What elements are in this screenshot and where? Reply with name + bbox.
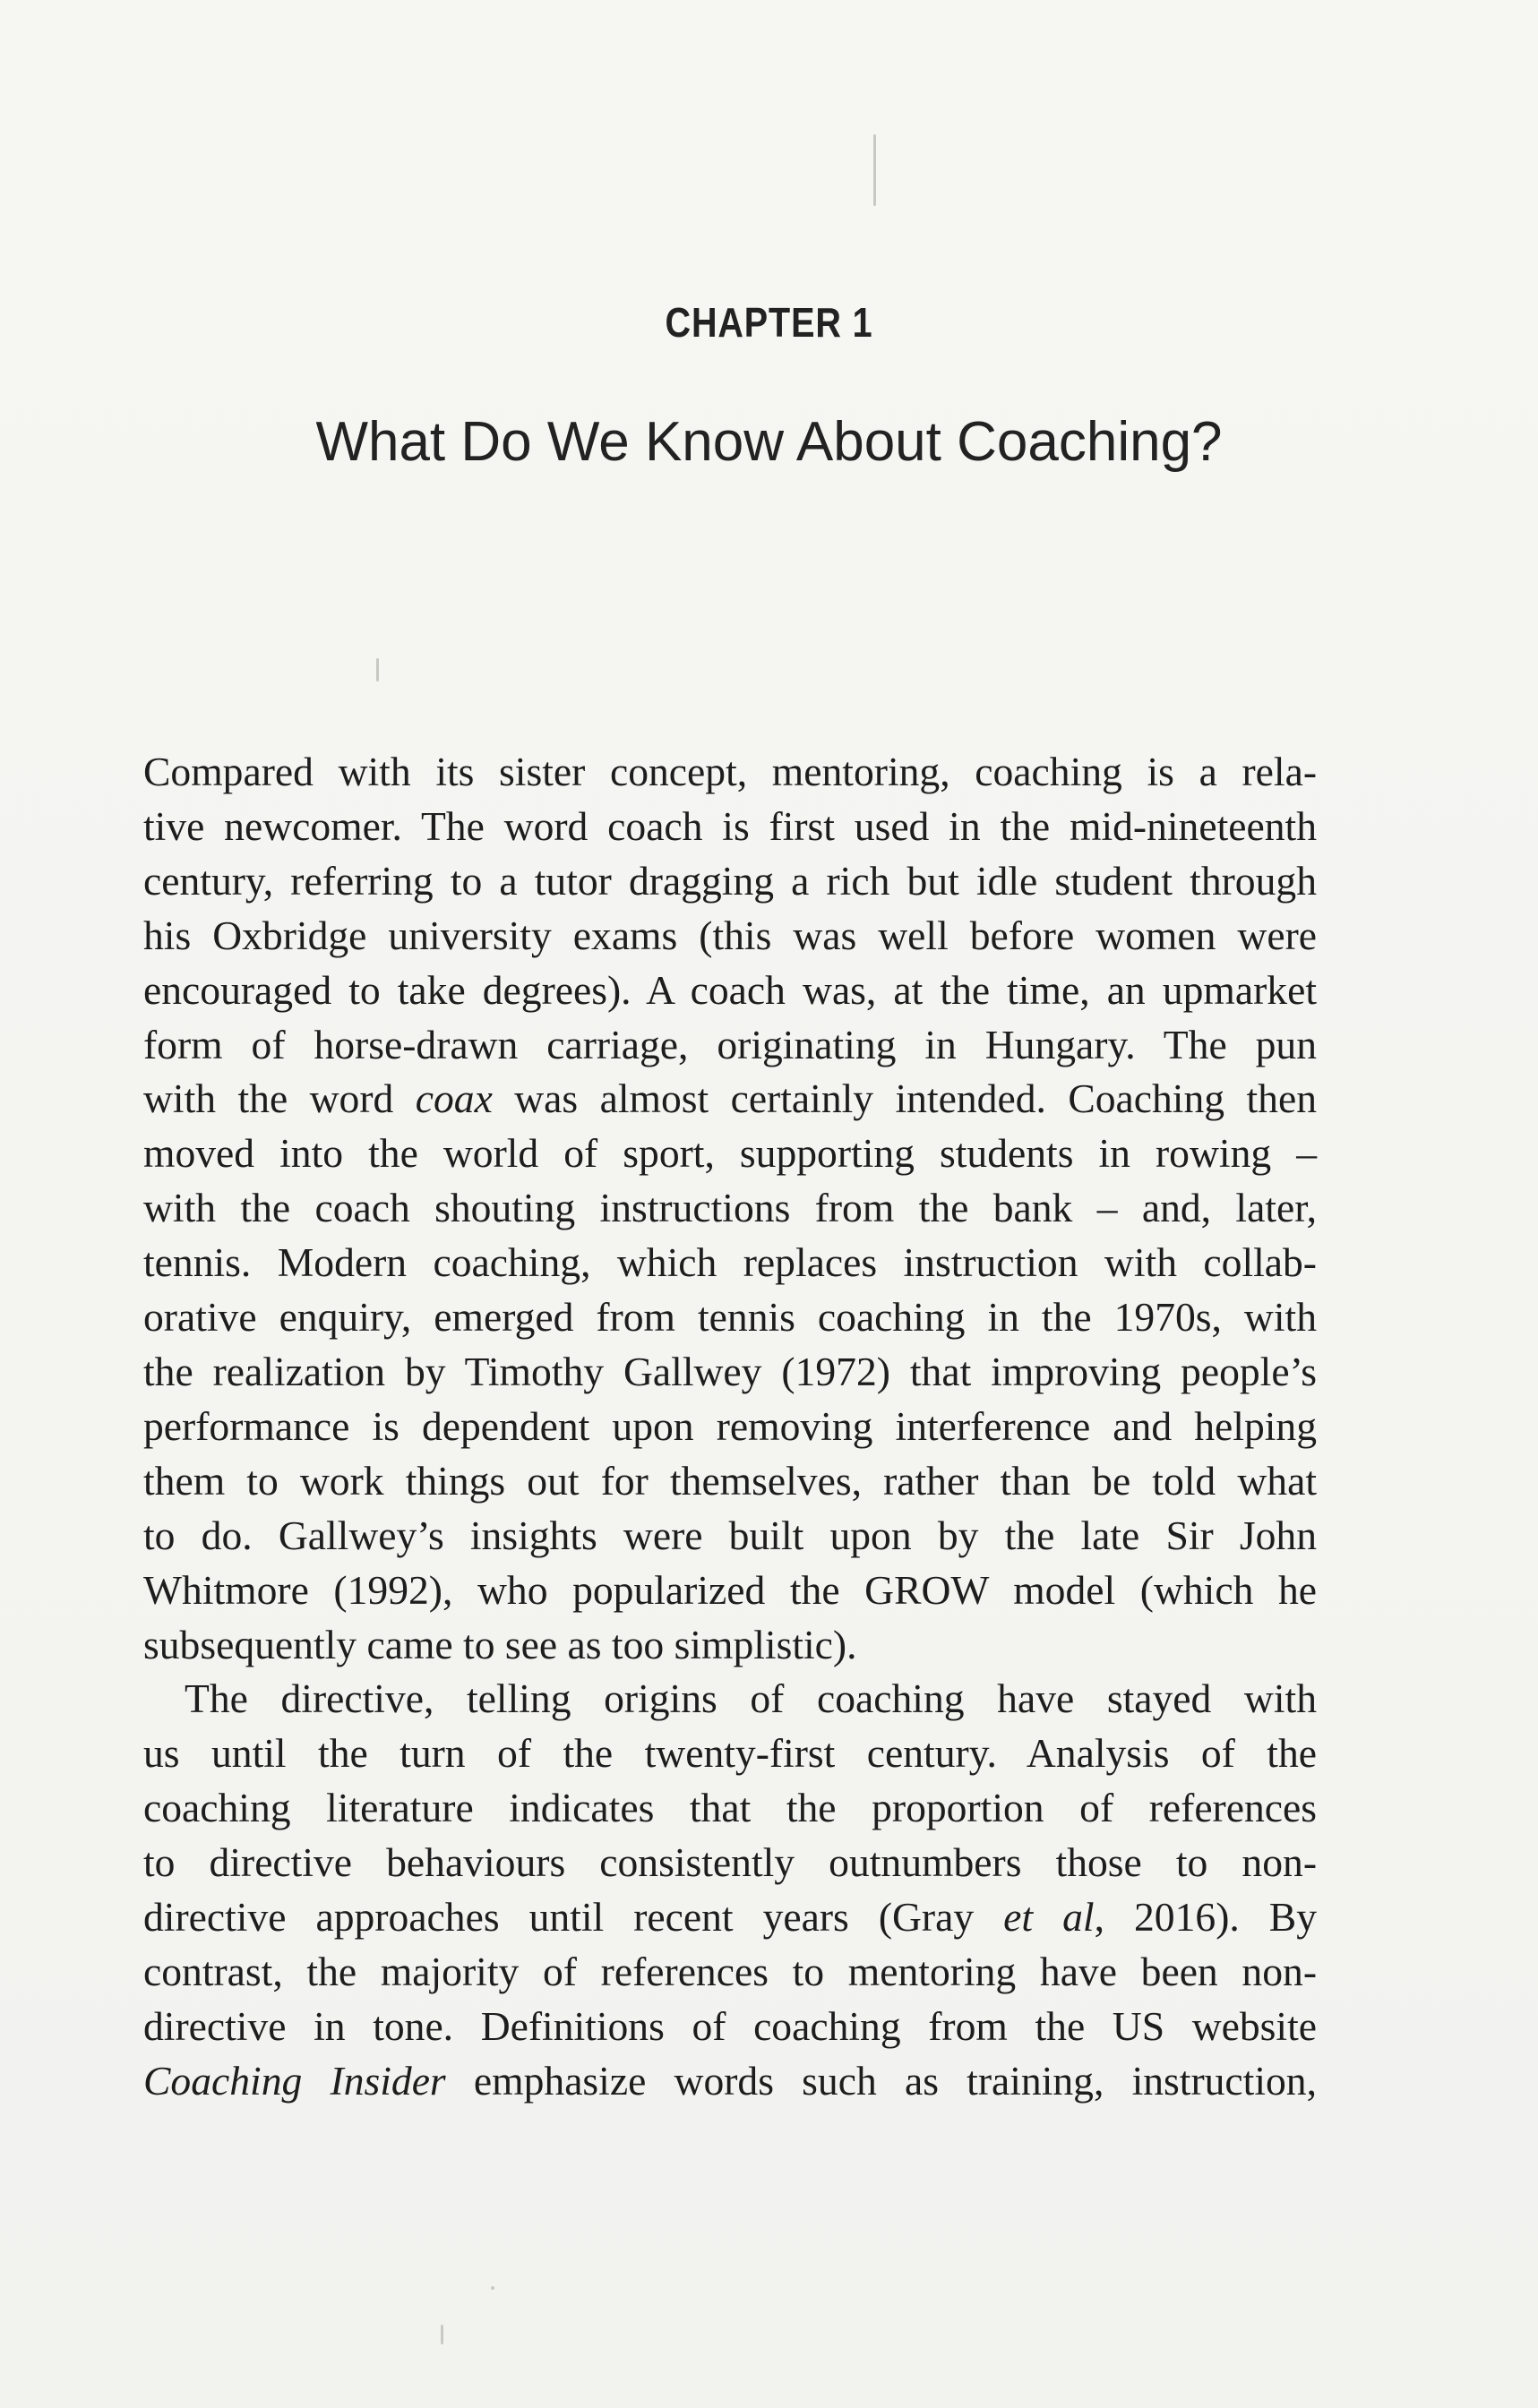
italic-term: Coaching Insider bbox=[143, 2057, 446, 2104]
italic-term: et al bbox=[1003, 1894, 1095, 1941]
scan-mark bbox=[873, 134, 876, 206]
text-line: Coaching Insider emphasize words such as training, instruction, bbox=[143, 2057, 1317, 2104]
text-line: coaching literature indicates that the proportion of references bbox=[143, 1785, 1317, 1831]
text-line: The directive, telling origins of coaching have stayed with bbox=[185, 1675, 1317, 1722]
text-line: his Oxbridge university exams (this was well before women were bbox=[143, 912, 1317, 958]
text-line: form of horse-drawn carriage, originating in Hungary. The pun bbox=[143, 1021, 1317, 1067]
text-line: with the word coax was almost certainly intended. Coaching then bbox=[143, 1075, 1317, 1122]
text-line: orative enquiry, emerged from tennis coaching in the 1970s, with bbox=[143, 1294, 1317, 1341]
text-line: directive approaches until recent years (Gray et al, 2016). By bbox=[143, 1894, 1317, 1941]
text-line: us until the turn of the twenty-first century. Analysis of the bbox=[143, 1730, 1317, 1777]
text-line: them to work things out for themselves, rather than be told what bbox=[143, 1457, 1317, 1504]
chapter-label: CHAPTER 1 bbox=[665, 299, 873, 346]
text-line: the realization by Timothy Gallwey (1972) that improving people’s bbox=[143, 1348, 1317, 1394]
text-line: to do. Gallwey’s insights were built upon by the late Sir John bbox=[143, 1512, 1317, 1558]
scan-mark bbox=[441, 2325, 443, 2344]
text-line: century, referring to a tutor dragging a rich but idle student through bbox=[143, 857, 1317, 904]
text-line: moved into the world of sport, supporting students in rowing – bbox=[143, 1130, 1317, 1177]
scan-mark bbox=[376, 658, 379, 681]
text-line: contrast, the majority of references to mentoring have been non- bbox=[143, 1948, 1317, 1994]
scan-mark bbox=[491, 2286, 494, 2290]
paragraph bbox=[143, 1672, 1317, 2108]
text-line: directive in tone. Definitions of coaching from the US website bbox=[143, 2002, 1317, 2049]
body-text bbox=[143, 745, 1317, 2109]
text-line: Compared with its sister concept, mentoring, coaching is a rela- bbox=[143, 749, 1317, 794]
text-line: to directive behaviours consistently outnumbers those to non- bbox=[143, 1839, 1317, 1886]
text-line: performance is dependent upon removing interference and helping bbox=[143, 1402, 1317, 1449]
italic-term: coax bbox=[415, 1075, 493, 1122]
text-line: tive newcomer. The word coach is first used in the mid-nineteenth bbox=[143, 802, 1317, 849]
text-line: tennis. Modern coaching, which replaces instruction with collab- bbox=[143, 1239, 1317, 1286]
text-line: Whitmore (1992), who popularized the GROW model (which he bbox=[143, 1566, 1317, 1613]
paragraph bbox=[143, 745, 1317, 1672]
text-line: encouraged to take degrees). A coach was, at the time, an upmarket bbox=[143, 966, 1317, 1013]
text-line: subsequently came to see as too simplistic). bbox=[143, 1621, 857, 1667]
text-line: with the coach shouting instructions from the bank – and, later, bbox=[143, 1185, 1317, 1231]
chapter-title: What Do We Know About Coaching? bbox=[315, 411, 1223, 473]
